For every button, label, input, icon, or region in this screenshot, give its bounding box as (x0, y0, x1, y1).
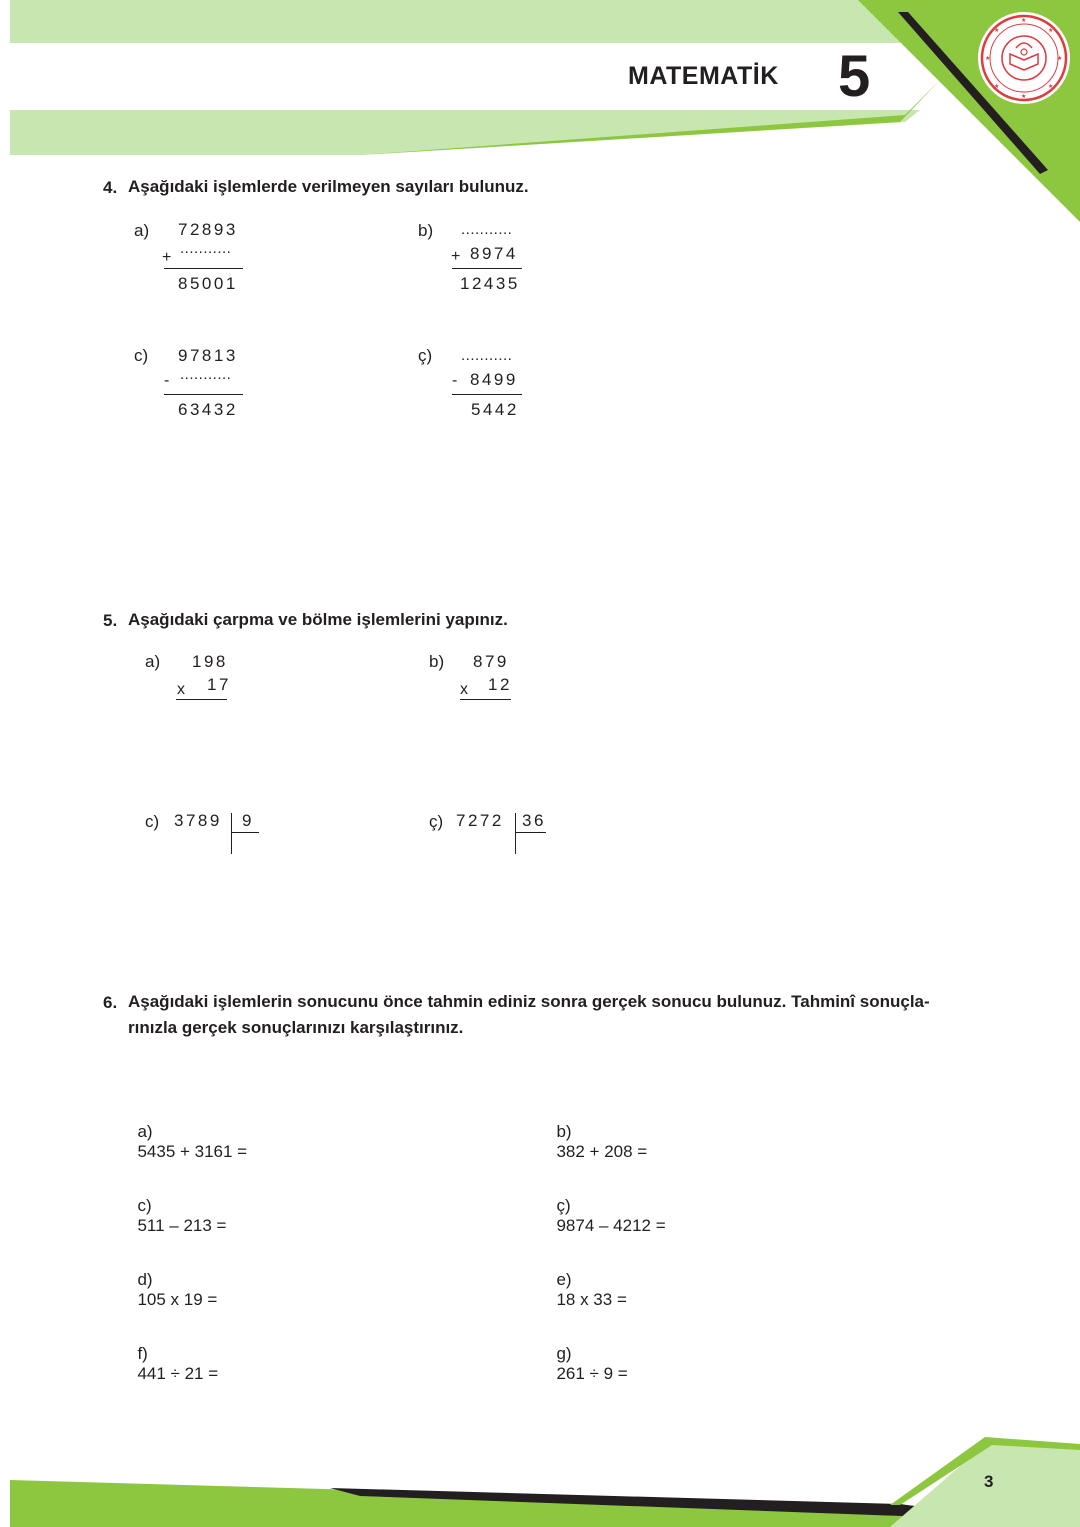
header-grade: 5 (838, 44, 871, 109)
q4a-result: 85001 (178, 274, 238, 293)
q6-item (547, 1102, 647, 1162)
page-number: 3 (984, 1472, 994, 1491)
q6-item (128, 1324, 218, 1384)
q5c-dividend: 3789 (174, 811, 222, 830)
q6-item-label: b) (556, 1122, 572, 1141)
q4c-result: 63432 (178, 400, 238, 419)
q4a-top: 72893 (178, 220, 238, 239)
q6-item (547, 1176, 666, 1236)
svg-text:★: ★ (1048, 27, 1054, 34)
q5c-divisor: 9 (242, 811, 254, 830)
q5a-rule (176, 699, 227, 700)
q5a-bottom: 17 (207, 675, 231, 694)
q4cc-operator: - (452, 372, 458, 389)
svg-text:★: ★ (1057, 55, 1063, 62)
q5b-operator: x (460, 681, 468, 698)
q6-item-expr: 511 – 213 = (137, 1216, 227, 1235)
q4c-rule (164, 394, 243, 395)
svg-text:★: ★ (994, 27, 1000, 34)
q6-item (128, 1250, 217, 1310)
q4c-label: c) (134, 346, 149, 365)
q5cc-divisor: 36 (522, 811, 546, 830)
q4b-middle: 8974 (470, 244, 518, 263)
q4cc-blank: ........... (461, 347, 513, 364)
q5cc-division-rule (515, 832, 546, 833)
q5a-operator: x (177, 681, 185, 698)
q5b-bottom: 12 (488, 675, 512, 694)
q5b-top: 879 (473, 652, 509, 671)
q5-text: Aşağıdaki çarpma ve bölme işlemlerini yapınız. (128, 610, 508, 629)
q5-number: 5. (103, 611, 118, 630)
q6-item-label: a) (137, 1122, 153, 1141)
q5c-division-rule (231, 832, 259, 833)
q6-item-label: f) (137, 1344, 148, 1363)
q4b-operator: + (451, 248, 461, 265)
q6-item-expr: 105 x 19 = (137, 1290, 218, 1309)
q4c-blank: ........... (180, 366, 232, 383)
q6-item-expr: 18 x 33 = (556, 1290, 627, 1309)
q6-item-label: ç) (556, 1196, 571, 1215)
q4cc-middle: 8499 (470, 370, 518, 389)
q5b-rule (460, 699, 511, 700)
q5b-label: b) (429, 652, 445, 671)
q6-text-line2: rınızla gerçek sonuçlarınızı karşılaştırınız. (128, 1018, 464, 1037)
q5a-top: 198 (192, 652, 228, 671)
q5c-label: c) (145, 812, 160, 831)
q4b-result: 12435 (460, 274, 520, 293)
q6-item-expr: 441 ÷ 21 = (137, 1364, 219, 1383)
header-subject: MATEMATİK (628, 62, 779, 90)
q6-number: 6. (103, 993, 118, 1012)
q4b-label: b) (418, 221, 434, 240)
q6-item (547, 1250, 627, 1310)
q6-item-expr: 261 ÷ 9 = (556, 1364, 628, 1383)
q5a-label: a) (145, 652, 161, 671)
q4cc-result: 5442 (471, 400, 519, 419)
q4cc-rule (452, 394, 522, 395)
q4cc-label: ç) (418, 346, 433, 365)
svg-text:★: ★ (985, 55, 991, 62)
q6-text-line1: Aşağıdaki işlemlerin sonucunu önce tahmin ediniz sonra gerçek sonucu bulunuz. Tahminî sonuçla- (128, 992, 930, 1011)
q4b-blank: ........... (461, 221, 513, 238)
q4a-blank: ........... (180, 240, 232, 257)
meb-logo (978, 12, 1070, 104)
q5cc-division-bar (515, 813, 516, 854)
q4a-label: a) (134, 221, 150, 240)
q6-item-expr: 9874 – 4212 = (556, 1216, 666, 1235)
q4c-top: 97813 (178, 346, 238, 365)
q4a-operator: + (162, 249, 172, 266)
svg-text:★: ★ (994, 83, 1000, 90)
q6-item-label: d) (137, 1270, 153, 1289)
q6-item (128, 1102, 247, 1162)
q6-item-expr: 5435 + 3161 = (137, 1142, 248, 1161)
svg-text:★: ★ (1048, 83, 1054, 90)
q5cc-dividend: 7272 (456, 811, 504, 830)
header-band-top (10, 0, 900, 43)
svg-text:★: ★ (1021, 17, 1027, 24)
q5cc-label: ç) (429, 812, 444, 831)
q4a-rule (164, 268, 243, 269)
svg-text:★: ★ (1021, 93, 1027, 100)
q6-item (547, 1324, 628, 1384)
q6-item-label: g) (556, 1344, 572, 1363)
q5c-division-bar (231, 813, 232, 854)
q6-item-label: e) (556, 1270, 572, 1289)
q4-number: 4. (103, 178, 118, 197)
q4-text: Aşağıdaki işlemlerde verilmeyen sayıları bulunuz. (128, 177, 529, 196)
q6-item (128, 1176, 226, 1236)
q4b-rule (452, 268, 522, 269)
q6-item-label: c) (137, 1196, 152, 1215)
q4c-operator: - (164, 372, 170, 389)
q6-item-expr: 382 + 208 = (556, 1142, 648, 1161)
